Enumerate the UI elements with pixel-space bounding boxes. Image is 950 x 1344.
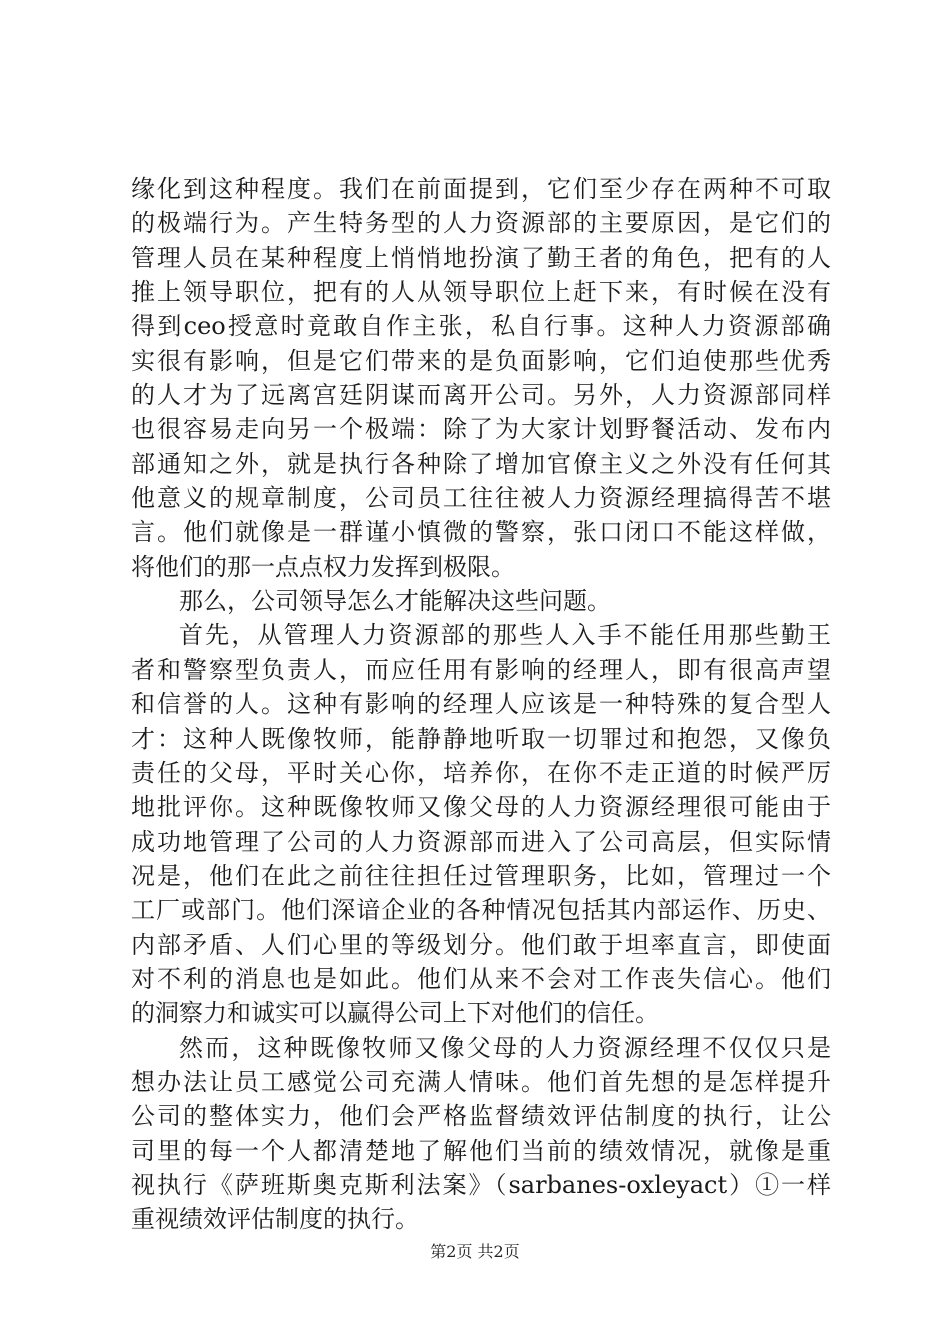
text-line: 的人才为了远离宫廷阴谋而离开公司。另外，人力资源部同样 [131,381,831,410]
text-line: 工厂或部门。他们深谙企业的各种情况包括其内部运作、历史、 [131,896,831,925]
text-line: 公司的整体实力，他们会严格监督绩效评估制度的执行，让公 [131,1102,831,1131]
text-line: 况是，他们在此之前往往担任过管理职务，比如，管理过一个 [131,861,831,890]
text-line: 想办法让员工感觉公司充满人情味。他们首先想的是怎样提升 [131,1067,831,1096]
text-line: 成功地管理了公司的人力资源部而进入了公司高层，但实际情 [131,827,831,856]
text-line: 责任的父母，平时关心你，培养你，在你不走正道的时候严厉 [131,758,831,787]
text-line: 得到ceo授意时竟敢自作主张，私自行事。这种人力资源部确 [131,312,831,341]
text-line: 部通知之外，就是执行各种除了增加官僚主义之外没有任何其 [131,449,831,478]
text-line: 内部矛盾、人们心里的等级划分。他们敢于坦率直言，即使面 [131,930,831,959]
text-line: 重视绩效评估制度的执行。 [131,1205,419,1234]
text-line: 他意义的规章制度，公司员工往往被人力资源经理搞得苦不堪 [131,484,831,513]
text-line: 那么，公司领导怎么才能解决这些问题。 [179,587,611,616]
text-line: 然而，这种既像牧师又像父母的人力资源经理不仅仅只是 [179,1033,831,1062]
text-line: 首先，从管理人力资源部的那些人入手不能任用那些勤王 [179,621,831,650]
text-line: 视执行《萨班斯奥克斯利法案》（sarbanes-oxleyact）①一样 [131,1170,831,1199]
text-line: 缘化到这种程度。我们在前面提到，它们至少存在两种不可取 [131,175,831,203]
page-footer: 第2页 共2页 [430,1242,520,1261]
body-text [131,172,831,1237]
text-line: 实很有影响，但是它们带来的是负面影响，它们迫使那些优秀 [131,346,831,375]
text-line: 司里的每一个人都清楚地了解他们当前的绩效情况，就像是重 [131,1136,831,1165]
text-line: 对不利的消息也是如此。他们从来不会对工作丧失信心。他们 [131,964,831,993]
text-line: 也很容易走向另一个极端：除了为大家计划野餐活动、发布内 [131,415,831,444]
text-line: 言。他们就像是一群谨小慎微的警察，张口闭口不能这样做， [131,518,831,547]
text-line: 地批评你。这种既像牧师又像父母的人力资源经理很可能由于 [131,793,831,822]
text-line: 者和警察型负责人，而应任用有影响的经理人，即有很高声望 [131,655,831,684]
text-line: 管理人员在某种程度上悄悄地扮演了勤王者的角色，把有的人 [131,243,831,272]
text-line: 将他们的那一点点权力发挥到极限。 [131,552,515,581]
text-line: 推上领导职位，把有的人从领导职位上赶下来，有时候在没有 [131,278,831,307]
text-line: 的极端行为。产生特务型的人力资源部的主要原因，是它们的 [131,209,831,238]
text-line: 才：这种人既像牧师，能静静地听取一切罪过和抱怨，又像负 [131,724,831,753]
text-line: 和信誉的人。这种有影响的经理人应该是一种特殊的复合型人 [131,690,831,719]
text-line: 的洞察力和诚实可以赢得公司上下对他们的信任。 [131,999,659,1028]
